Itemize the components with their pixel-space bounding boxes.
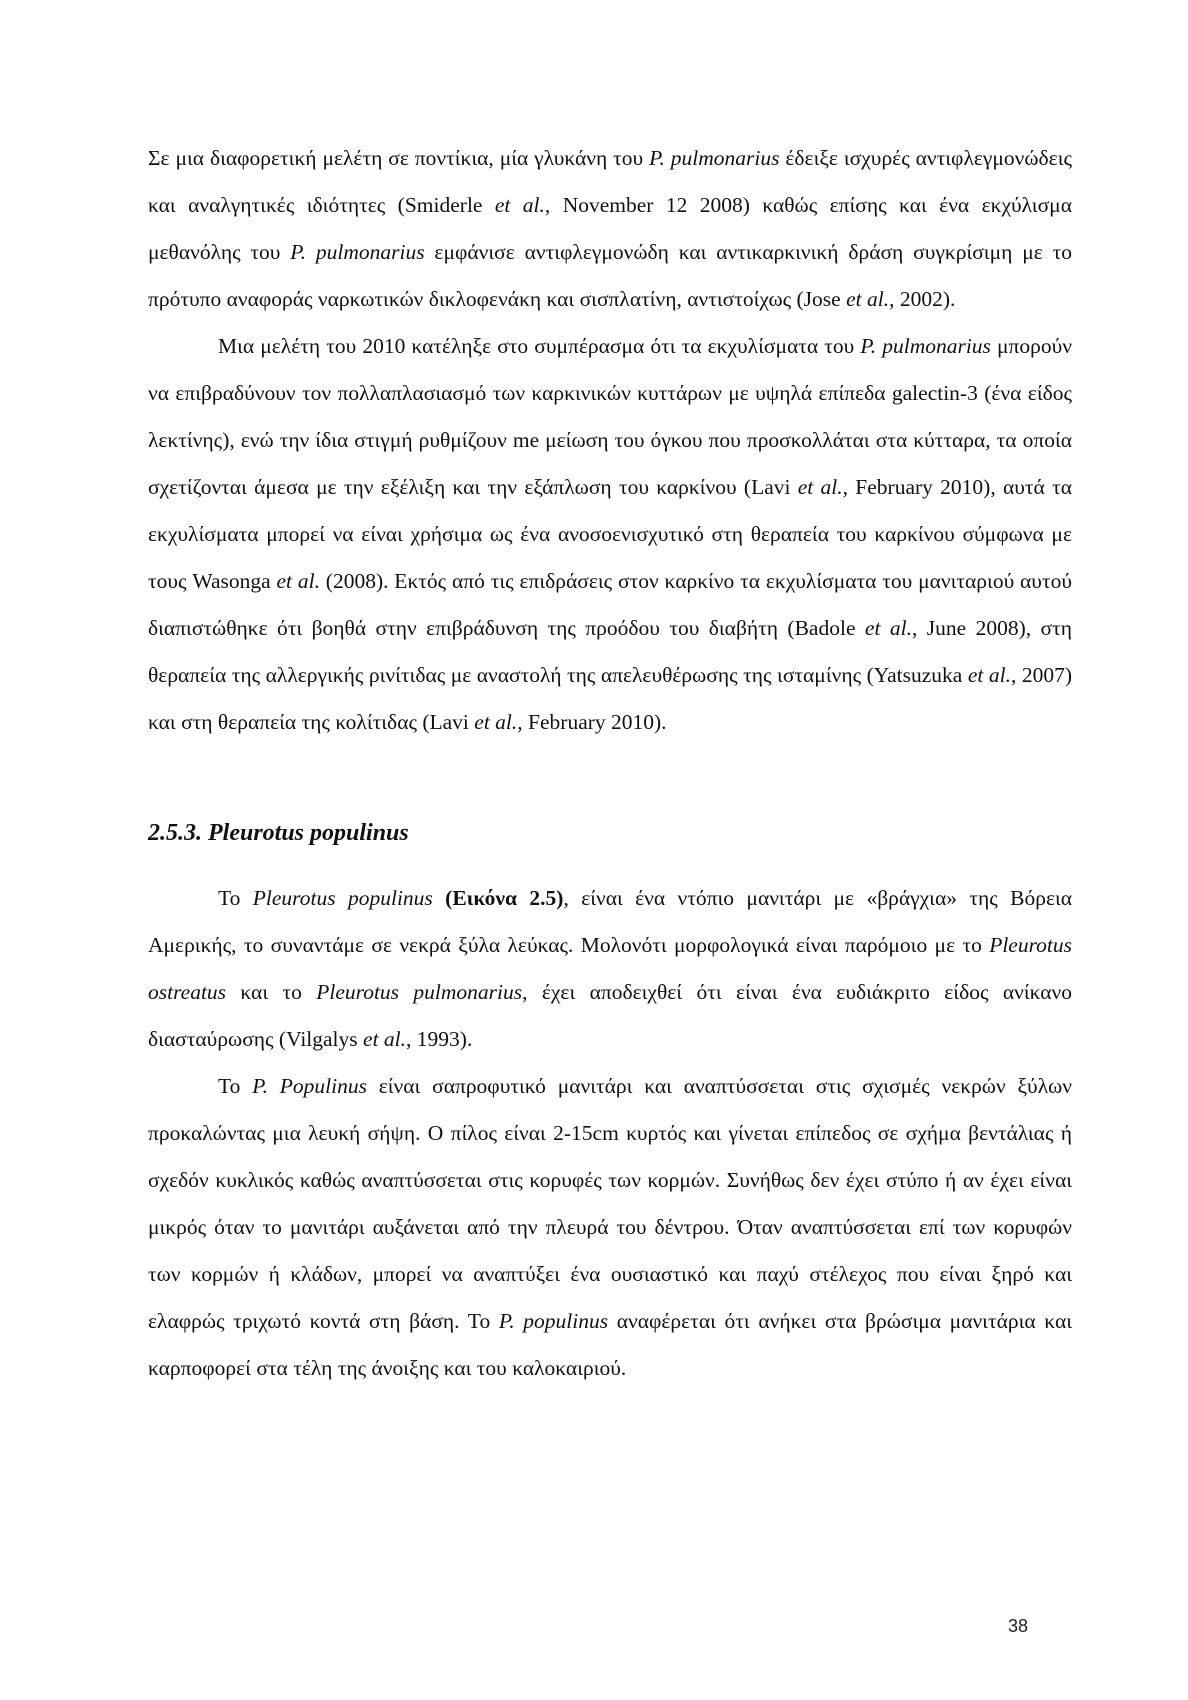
species-name: Pleurotus ostreatus — [148, 933, 1072, 1004]
text-run: Το — [218, 886, 253, 910]
text-run: , June 2008), στη θεραπεία της αλλεργικής ρινίτιδας με αναστολή της απελευθέρωσης της ισταμίνης (Yatsuzuka — [148, 616, 1072, 687]
text-run: και το — [226, 980, 317, 1004]
paragraph-2010-study — [148, 323, 1072, 746]
text-run: έδειξε ισχυρές αντιφλεγμονώδεις και αναλγητικές ιδιότητες (Smiderle — [148, 146, 1072, 217]
text-run: , February 2010). — [517, 710, 667, 734]
text-run: μπορούν να επιβραδύνουν τον πολλαπλασιασμό των καρκινικών κυττάρων με υψηλά επίπεδα galectin-3 (ένα είδος λεκτίνης), ενώ την ίδια στιγμή ρυθμίζουν me μείωση του όγκου που προσκολλάται στα κύτταρα, τα οποία σχετίζονται άμεσα με την εξέλιξη και την εξάπλωση του καρκίνου (Lavi — [148, 334, 1073, 499]
text-run — [433, 886, 445, 910]
paragraph-populinus-description — [148, 1063, 1072, 1392]
paragraph-populinus-intro — [148, 875, 1072, 1063]
text-run: , 2002). — [889, 287, 956, 311]
text-run: είναι σαπροφυτικό μανιτάρι και αναπτύσσεται στις σχισμές νεκρών ξύλων προκαλώντας μια λευκή σήψη. Ο πίλος είναι 2-15cm κυρτός και γίνεται επίπεδος σε σχήμα βεντάλιας ή σχεδόν κυκλικός καθώς αναπτύσσεται στις κορυφές των κορμών. Συνήθως δεν έχει στύπο ή αν έχει είναι μικρός όταν το μανιτάρι αυξάνεται από την πλευρά του δέντρου. Όταν αναπτύσσεται επί των κορυφών των κορμών ή κλάδων, μπορεί να αναπτύξει ένα ουσιαστικό και παχύ στέλεχος που είναι ξηρό και ελαφρώς τριχωτό κοντά στη βάση. Το — [148, 1074, 1072, 1333]
citation-et-al: et al. — [846, 287, 890, 311]
species-name: Pleurotus pulmonarius — [316, 980, 523, 1004]
text-run: , έχει αποδειχθεί ότι είναι ένα ευδιάκριτο είδος ανίκανο διασταύρωσης (Vilgalys — [148, 980, 1072, 1051]
species-name: Pleurotus populinus — [252, 886, 433, 910]
page-number: 38 — [1008, 1616, 1029, 1636]
section-heading — [148, 813, 1072, 853]
paragraph-pulmonarius-mice-study — [148, 135, 1072, 323]
citation-et-al: et al. — [797, 475, 843, 499]
text-run: εμφάνισε αντιφλεγμονώδη και αντικαρκινική δράση συγκρίσιμη με το πρότυπο αναφοράς ναρκωτικών δικλοφενάκη και σισπλατίνη, αντιστοίχως (Jose — [148, 240, 1072, 311]
species-name: P. pulmonarius — [290, 240, 425, 264]
text-run: Μια μελέτη του 2010 κατέληξε στο συμπέρασμα ότι τα εκχυλίσματα του — [218, 334, 861, 358]
citation-et-al: et al. — [363, 1027, 407, 1051]
citation-et-al: et al. — [494, 193, 545, 217]
species-name: P. Populinus — [252, 1074, 367, 1098]
figure-reference: (Εικόνα 2.5) — [445, 886, 564, 910]
species-name: P. pulmonarius — [649, 146, 780, 170]
text-run: , 1993). — [406, 1027, 473, 1051]
citation-et-al: et al. — [864, 616, 912, 640]
species-name: P. populinus — [498, 1309, 609, 1333]
text-run: , είναι ένα ντόπιο μανιτάρι με «βράγχια» της Βόρεια Αμερικής, το συναντάμε σε νεκρά ξύλα λεύκας. Μολονότι μορφολογικά είναι παρόμοιο με το — [148, 886, 1073, 957]
text-run: Το — [218, 1074, 253, 1098]
text-run: Σε μια διαφορετική μελέτη σε ποντίκια, μία γλυκάνη του — [148, 146, 650, 170]
species-name: P. pulmonarius — [860, 334, 991, 358]
text-run: , 2007) και στη θεραπεία της κολίτιδας (Lavi — [148, 663, 1072, 734]
section-number: 2.5.3. — [148, 820, 202, 846]
text-run: , November 12 2008) καθώς επίσης και ένα εκχύλισμα μεθανόλης του — [148, 193, 1072, 264]
text-run: , February 2010), αυτά τα εκχυλίσματα μπορεί να είναι χρήσιμα ως ένα ανοσοενισχυτικό στη θεραπεία του καρκίνου σύμφωνα με τους Wasonga — [148, 475, 1072, 593]
text-run: (2008). Εκτός από τις επιδράσεις στον καρκίνο τα εκχυλίσματα του μανιταριού αυτού διαπιστώθηκε ότι βοηθά στην επιβράδυνση της προόδου του διαβήτη (Badole — [148, 569, 1072, 640]
text-run: αναφέρεται ότι ανήκει στα βρώσιμα μανιτάρια και καρποφορεί στα τέλη της άνοιξης και του καλοκαιριού. — [148, 1309, 1072, 1380]
section-title: Pleurotus populinus — [208, 820, 409, 846]
citation-et-al: et al. — [967, 663, 1011, 687]
citation-et-al: et al. — [474, 710, 518, 734]
citation-et-al: et al. — [276, 569, 320, 593]
